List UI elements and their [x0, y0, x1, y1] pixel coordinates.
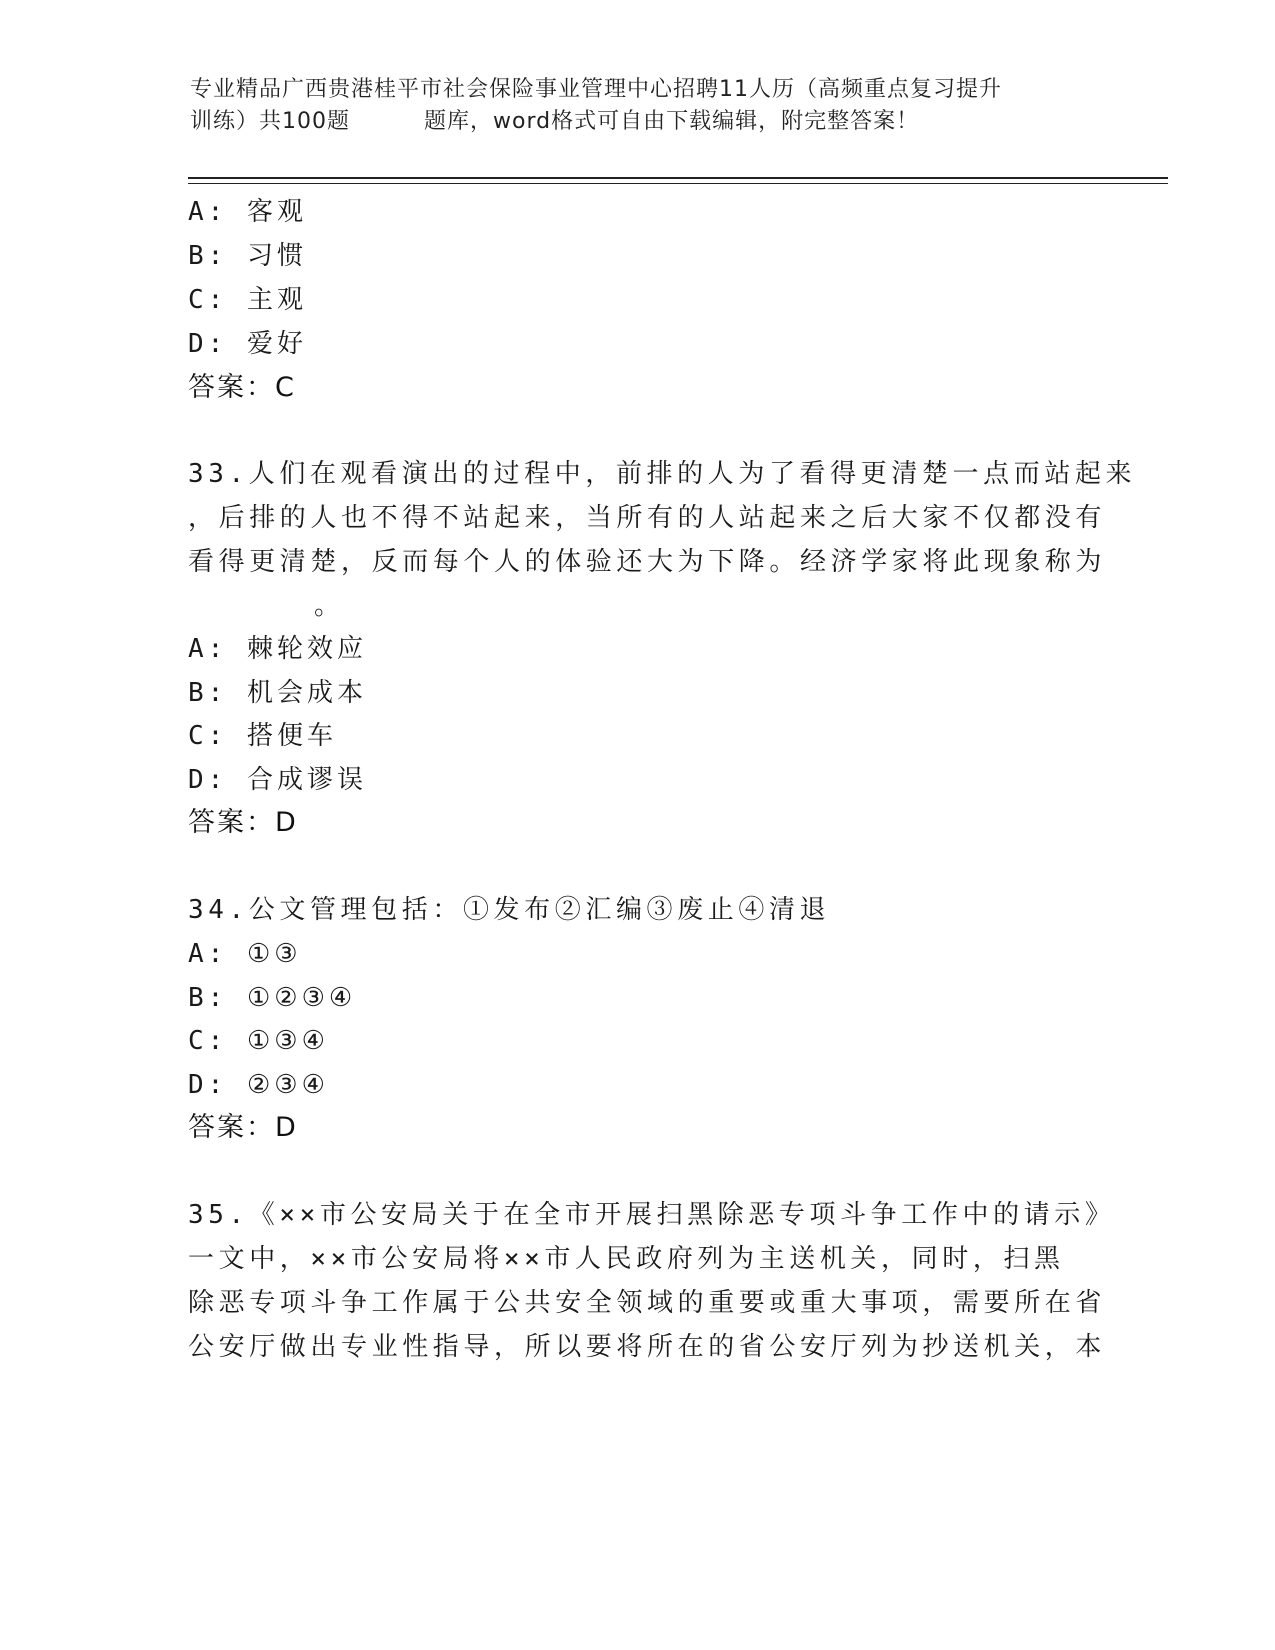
q33-option-a — [188, 634, 367, 664]
q32-option-d — [188, 329, 307, 359]
option-text: 合成谬误 — [246, 765, 367, 795]
header-divider-thick — [188, 177, 1168, 179]
q33-option-c — [188, 721, 337, 751]
q32-option-a — [188, 197, 307, 227]
q32-option-c — [188, 285, 307, 315]
option-text: 机会成本 — [246, 678, 367, 708]
q35-stem-line-3: 除恶专项斗争工作属于公共安全领域的重要或重大事项，需要所在省 — [188, 1288, 1107, 1318]
q34-option-b — [188, 983, 356, 1013]
option-text: ①③ — [246, 939, 302, 969]
q32-option-b — [188, 241, 307, 271]
option-key: D: — [188, 329, 228, 359]
header-line-1: 专业精品广西贵港桂平市社会保险事业管理中心招聘11人历（高频重点复习提升 — [190, 77, 1002, 102]
q33-stem-line-1: 33.人们在观看演出的过程中，前排的人为了看得更清楚一点而站起来 — [188, 459, 1137, 489]
q34-answer: 答案：D — [188, 1112, 298, 1143]
q34-option-c — [188, 1026, 329, 1056]
option-text: 搭便车 — [246, 721, 337, 751]
option-key: C: — [188, 285, 228, 315]
header-divider-thin — [188, 183, 1168, 184]
q33-stem-line-2: ，后排的人也不得不站起来，当所有的人站起来之后大家不仅都没有 — [188, 503, 1107, 533]
q33-option-d — [188, 765, 367, 795]
q33-stem-line-4: 。 — [314, 591, 345, 621]
q34-option-a — [188, 939, 302, 969]
q34-stem-line-1: 34.公文管理包括：①发布②汇编③废止④清退 — [188, 895, 831, 925]
option-key: A: — [188, 634, 228, 664]
option-key: D: — [188, 1070, 228, 1100]
option-text: ①②③④ — [246, 983, 357, 1013]
q33-answer: 答案：D — [188, 807, 298, 838]
option-text: 习惯 — [246, 241, 307, 271]
option-text: ②③④ — [246, 1070, 329, 1100]
q32-answer: 答案：C — [188, 372, 296, 403]
option-text: 客观 — [246, 197, 307, 227]
option-key: A: — [188, 197, 228, 227]
option-key: D: — [188, 765, 228, 795]
option-key: B: — [188, 678, 228, 708]
q35-stem-line-1: 35.《××市公安局关于在全市开展扫黑除恶专项斗争工作中的请示》 — [188, 1200, 1116, 1230]
q35-stem-line-4: 公安厅做出专业性指导，所以要将所在的省公安厅列为抄送机关，本 — [188, 1332, 1107, 1362]
header-line-2 — [190, 106, 1090, 138]
q33-option-b — [188, 678, 367, 708]
header-line-2-left: 训练）共100题 — [190, 109, 350, 134]
option-text: ①③④ — [246, 1026, 329, 1056]
q33-stem-line-3: 看得更清楚，反而每个人的体验还大为下降。经济学家将此现象称为 — [188, 547, 1107, 577]
option-text: 主观 — [246, 285, 307, 315]
option-text: 爱好 — [246, 329, 307, 359]
option-key: B: — [188, 983, 228, 1013]
header-line-2-right: 题库，word格式可自由下载编辑，附完整答案！ — [424, 109, 920, 134]
option-key: A: — [188, 939, 228, 969]
page-header — [190, 74, 1090, 138]
option-text: 棘轮效应 — [246, 634, 367, 664]
option-key: C: — [188, 1026, 228, 1056]
q34-option-d — [188, 1070, 329, 1100]
q35-stem-line-2: 一文中，××市公安局将××市人民政府列为主送机关，同时，扫黑 — [188, 1244, 1065, 1274]
option-key: C: — [188, 721, 228, 751]
option-key: B: — [188, 241, 228, 271]
